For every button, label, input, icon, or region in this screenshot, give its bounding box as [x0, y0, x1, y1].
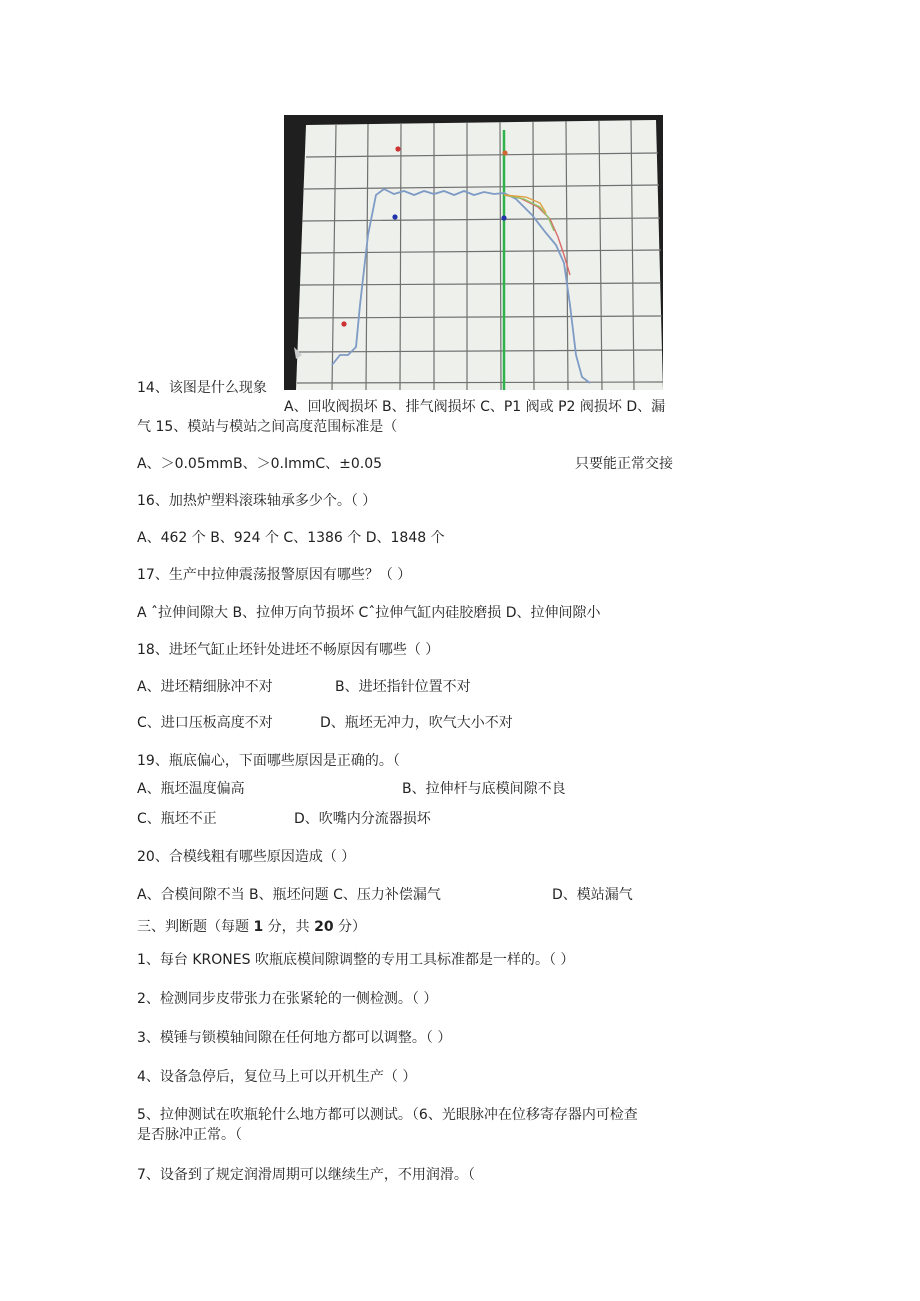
judge-item-2: 2、检测同步皮带张力在张紧轮的一侧检测。（ ）: [137, 991, 438, 1007]
q19-stem: 19、瓶底偏心，下面哪些原因是正确的。（: [137, 753, 400, 769]
q18-stem: 18、进坯气缸止坯针处进坯不畅原因有哪些（ ）: [137, 642, 440, 658]
judge-item-1: 1、每台 KRONES 吹瓶底模间隙调整的专用工具标准都是一样的。（ ）: [137, 952, 575, 968]
q19-option-d: D、吹嘴内分流器损坏: [294, 811, 431, 827]
q19-option-b: B、拉伸杆与底模间隙不良: [402, 781, 566, 797]
q16-options: A、462 个 B、924 个 C、1386 个 D、1848 个: [137, 530, 445, 546]
q18-option-d: D、瓶坯无冲力，吹气大小不对: [320, 715, 513, 731]
judge-item-4: 4、设备急停后，复位马上可以开机生产（ ）: [137, 1069, 417, 1085]
judge-item-7: 7、设备到了规定润滑周期可以继续生产，不用润滑。（: [137, 1167, 475, 1183]
q20-option-d: D、模站漏气: [552, 887, 633, 903]
q15-options: A、＞0.05mmB、＞0.ImmC、±0.05: [137, 456, 383, 472]
q18-option-b: B、进坯指针位置不对: [335, 679, 471, 695]
section-3-heading: 三、判断题（每题 1 分，共 20 分）: [137, 919, 367, 935]
pressure-curve-photo-icon: [284, 115, 663, 390]
pressure-curve-photo: [284, 115, 663, 390]
q17-options: A ˆ拉伸间隙大 B、拉伸万向节损坏 Cˆ拉伸气缸内硅胶磨损 D、拉伸间隙小: [137, 605, 601, 621]
q15-stem: 气 15、模站与模站之间高度范围标准是（: [137, 419, 398, 435]
q14-options: A、回收阀损坏 B、排气阀损坏 C、P1 阀或 P2 阀损坏 D、漏: [284, 399, 666, 415]
q18-option-c: C、进口压板高度不对: [137, 715, 273, 731]
q16-stem: 16、加热炉塑料滚珠轴承多少个。（ ）: [137, 493, 377, 509]
q20-stem: 20、合模线粗有哪些原因造成（ ）: [137, 849, 356, 865]
judge-item-5-6: 5、拉伸测试在吹瓶轮什么地方都可以测试。（6、光眼脉冲在位移寄存器内可检查: [137, 1107, 638, 1123]
q15-option-d: 只要能正常交接: [575, 456, 673, 472]
q14-stem: 14、该图是什么现象: [137, 380, 267, 396]
q20-options: A、合模间隙不当 B、瓶坯问题 C、压力补偿漏气: [137, 887, 441, 903]
q17-stem: 17、生产中拉伸震荡报警原因有哪些？（ ）: [137, 567, 412, 583]
q18-option-a: A、进坯精细脉冲不对: [137, 679, 273, 695]
judge-item-6-cont: 是否脉冲正常。（: [137, 1127, 242, 1143]
judge-item-3: 3、模锤与锁模轴间隙在任何地方都可以调整。（ ）: [137, 1030, 452, 1046]
q19-option-a: A、瓶坯温度偏高: [137, 781, 245, 797]
q19-option-c: C、瓶坯不正: [137, 811, 217, 827]
